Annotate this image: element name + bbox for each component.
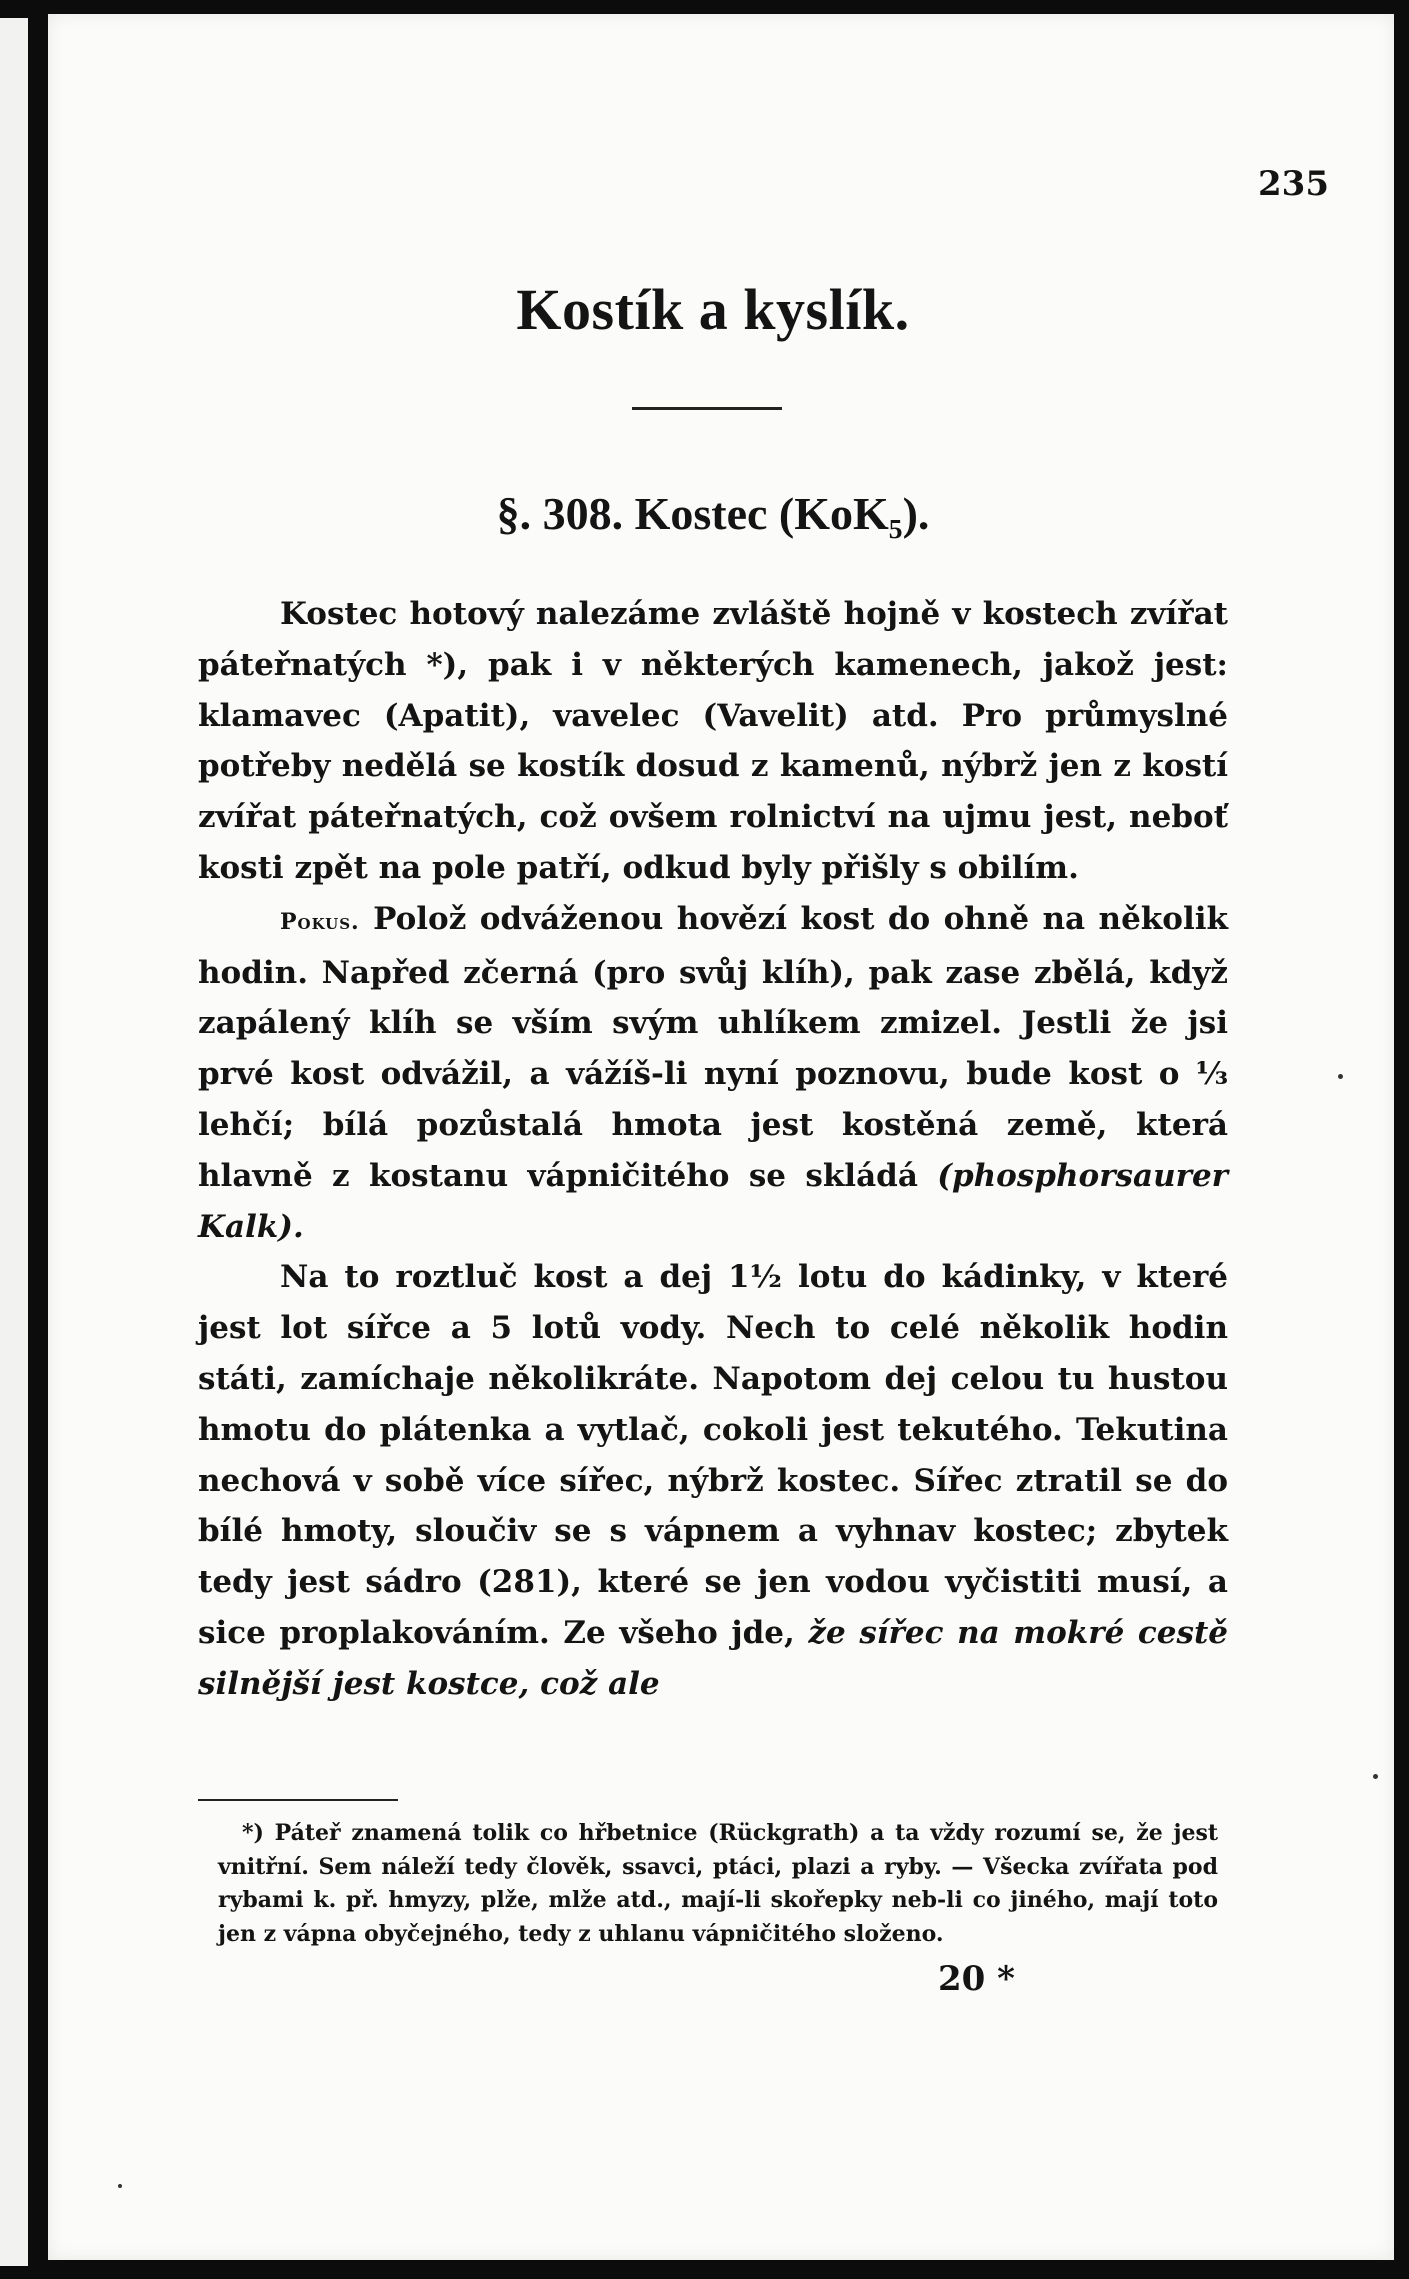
- pokus-text: Polož odváženou hovězí kost do ohně na několik hodin. Napřed zčerná (pro svůj klíh), pak zase zbělá, když zapálený klíh se vším svým uhlíkem zmizel. Jestli že jsi prvé kost odvážil, a vážíš-li nyní poznovu, bude kost o ⅓ lehčí; bílá pozůstalá hmota jest kostěná země, která hlavně z kostanu vápničitého se skládá: [198, 900, 1228, 1194]
- signature-mark: 20 *: [938, 1959, 1015, 1999]
- title-divider: [632, 407, 782, 410]
- conclusion-text: že sířec na mokré cestě silnější jest kostce, což ale: [198, 1614, 1229, 1702]
- paragraph-procedure: [198, 1252, 1228, 1709]
- paragraph-pokus: [198, 894, 1228, 1253]
- scan-speck: [1338, 1074, 1343, 1079]
- body-text: [198, 589, 1228, 1710]
- procedure-text: Na to roztluč kost a dej 1½ lotu do kádinky, v které jest lot sířce a 5 lotů vody. Nech to celé několik hodin státi, zamíchaje několikráte. Napotom dej celou tu hustou hmotu do plátenka a vytlač, cokoli jest tekutého. Tekutina nechová v sobě více sířec, nýbrž kostec. Sířec ztratil se do bílé hmoty, sloučiv se s vápnem a vyhnav kostec; zbytek tedy jest sádro (281), které se jen vodou vyčistiti musí, a sice proplakováním. Ze všeho jde,: [198, 1259, 1228, 1651]
- footnote: *) Páteř znamená tolik co hřbetnice (Rückgrath) a ta vždy rozumí se, že jest vnitřní. Sem náleží tedy člověk, ssavci, ptáci, plazi a ryby. — Všecka zvířata pod rybami k. př. hmyzy, plže, mlže atd., mají-li skořepky neb-li co jiného, mají toto jen z vápna obyčejného, tedy z uhlanu vápničitého složeno.: [218, 1820, 1218, 1947]
- section-heading: §. 308. Kostec (KoK₅).: [496, 488, 930, 539]
- pokus-german-term: (phosphorsaurer Kalk).: [198, 1157, 1228, 1245]
- chapter-title: Kostík a kyslík.: [516, 277, 910, 342]
- previous-page-edge: [0, 18, 28, 2266]
- pokus-label: Pokus.: [280, 908, 360, 935]
- scan-speck: [118, 2184, 122, 2188]
- paragraph-intro: Kostec hotový nalezáme zvláště hojně v kostech zvířat páteřnatých *), pak i v některých kamenech, jakož jest: klamavec (Apatit), vavelec (Vavelit) atd. Pro průmyslné potřeby nedělá se kostík dosud z kamenů, nýbrž jen z kostí zvířat páteřnatých, což ovšem rolnictví na ujmu jest, neboť kosti zpět na pole patří, odkud byly přišly s obilím.: [198, 596, 1228, 886]
- scan-speck: [1373, 1774, 1378, 1779]
- footnote-divider: [198, 1799, 398, 1801]
- page-number: 235: [1258, 164, 1329, 204]
- book-page: [48, 14, 1394, 2260]
